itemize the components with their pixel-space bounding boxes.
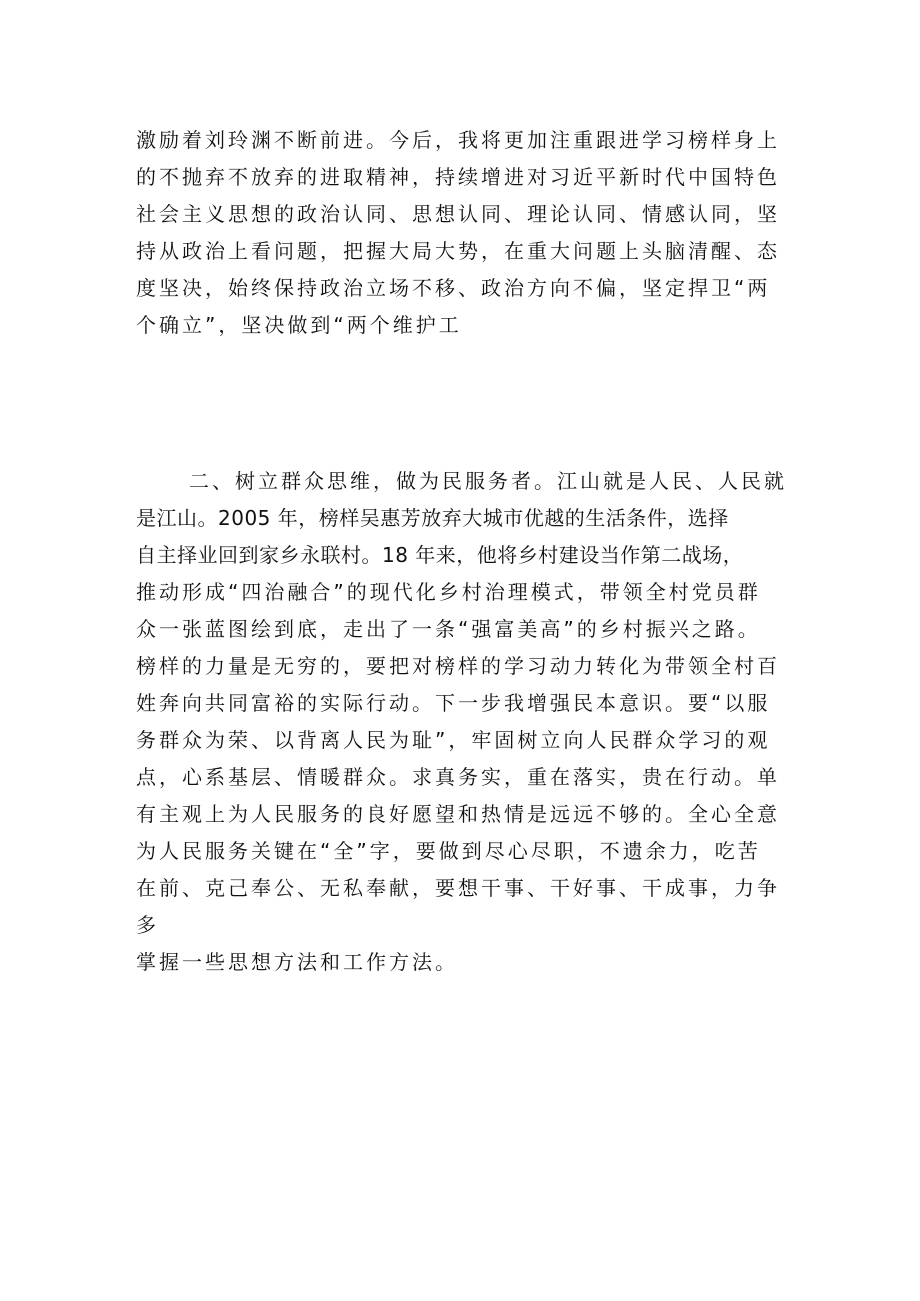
text-line: 众一张蓝图绘到底，走出了一条“强富美高”的乡村振兴之路。 [136, 617, 761, 641]
text-line: 是江山。2005 年，榜样吴惠芳放弃大城市优越的生活条件，选择 [136, 506, 729, 530]
text-line: 推动形成“四治融合”的现代化乡村治理模式，带领全村党员群 [136, 580, 761, 604]
text-line: 点，心系基层、情暖群众。求真务实，重在落实，贵在行动。单 [136, 765, 780, 789]
text-line: 有主观上为人民服务的良好愿望和热情是远远不够的。全心全意 [136, 802, 780, 826]
text-line: 的不抛弃不放弃的进取精神，持续增进对习近平新时代中国特色 [136, 165, 780, 189]
text-line: 个确立”，坚决做到“两个维护工 [136, 313, 462, 337]
text-line: 姓奔向共同富裕的实际行动。下一步我增强民本意识。要“以服 [136, 691, 771, 715]
text-line: 掌握一些思想方法和工作方法。 [136, 950, 458, 974]
section-heading-line: 二、树立群众思维，做为民服务者。江山就是人民、人民就 [189, 469, 787, 493]
text-line: 社会主义思想的政治认同、思想认同、理论认同、情感认同，坚 [136, 202, 780, 226]
text-line: 多 [136, 913, 159, 937]
text-line: 自主择业回到家乡永联村。18 年来，他将乡村建设当作第二战场， [136, 543, 744, 567]
text-line: 持从政治上看问题，把握大局大势，在重大问题上头脑清醒、态 [136, 239, 780, 263]
text-line: 榜样的力量是无穷的，要把对榜样的学习动力转化为带领全村百 [136, 654, 780, 678]
paragraph-continued [136, 122, 796, 344]
text-line: 激励着刘玲渊不断前进。今后，我将更加注重跟进学习榜样身上 [136, 128, 780, 152]
paragraph-section-two [136, 463, 796, 981]
text-line: 度坚决，始终保持政治立场不移、政治方向不偏，坚定捍卫“两 [136, 276, 771, 300]
text-line: 务群众为荣、以背离人民为耻”，牢固树立向人民群众学习的观 [136, 728, 771, 752]
text-line: 在前、克己奉公、无私奉献，要想干事、干好事、干成事，力争 [136, 876, 780, 900]
text-line: 为人民服务关键在“全”字，要做到尽心尽职，不遗余力，吃苦 [136, 839, 761, 863]
